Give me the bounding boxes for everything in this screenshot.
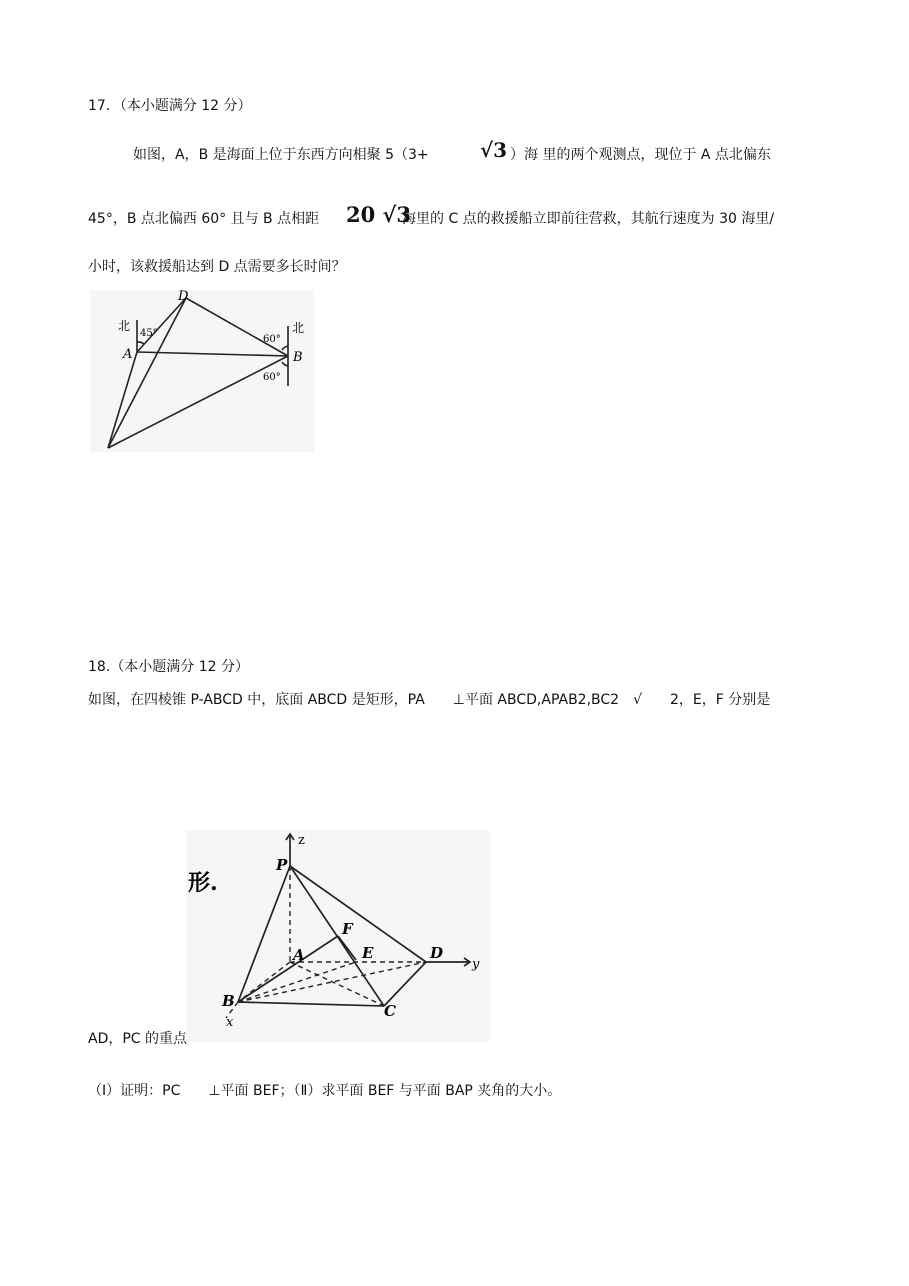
label-d: D xyxy=(430,944,444,962)
q17-line3: 小时，该救援船达到 D 点需要多长时间？ xyxy=(88,259,346,275)
q18-line3: （Ⅰ）证明：PC ⊥平面 BEF；（Ⅱ）求平面 BEF 与平面 BAP 夹角的大小。 xyxy=(88,1083,562,1099)
label-angle-b-bottom: 60° xyxy=(263,372,281,383)
sqrt3-math: √3 xyxy=(480,138,508,162)
q17-line1-a: 如图，A，B 是海面上位于东西方向相聚 5（3+ xyxy=(133,147,429,163)
q18-line1: 如图，在四棱锥 P-ABCD 中，底面 ABCD 是矩形，PA ⊥平面 ABCD,APAB2,BC2 √ 2，E，F 分别是 xyxy=(88,692,771,708)
label-z: z xyxy=(298,833,305,848)
segment-ab xyxy=(137,352,288,356)
label-f: F xyxy=(342,920,353,938)
segment-be-dashed xyxy=(238,962,356,1002)
angle-arc-b-bottom xyxy=(282,362,288,366)
label-y: y xyxy=(472,957,480,972)
q18-figure xyxy=(186,830,490,1042)
q18-diagram xyxy=(186,830,490,1042)
q17-diagram xyxy=(90,290,314,452)
segment-bc xyxy=(108,356,288,448)
label-p: P xyxy=(276,856,288,874)
label-c: C xyxy=(384,1002,396,1020)
label-b: B xyxy=(293,350,303,365)
edge-cd xyxy=(384,962,426,1006)
q17-line2-a: 45°，B 点北偏西 60° 且与 B 点相距 xyxy=(88,211,320,227)
label-a: A xyxy=(293,946,305,964)
q18-header: 18.（本小题满分 12 分） xyxy=(88,659,249,675)
label-b: B xyxy=(222,992,235,1010)
q17-line2-b: 海里的 C 点的救援船立即前往营救，其航行速度为 30 海里/ xyxy=(402,211,775,227)
label-a: A xyxy=(123,347,133,362)
q17-figure xyxy=(90,290,314,452)
twenty-sqrt3-math: 20 √3 xyxy=(346,202,411,227)
q17-header: 17．（本小题满分 12 分） xyxy=(88,98,252,114)
label-x: x xyxy=(226,1015,234,1030)
segment-db xyxy=(186,298,288,356)
label-angle-b-top: 60° xyxy=(263,334,281,345)
angle-arc-b-top xyxy=(282,346,288,350)
label-north-left: 北 xyxy=(118,319,131,333)
q18-line2: AD，PC 的重点 xyxy=(88,1031,188,1047)
edge-pd xyxy=(290,866,426,962)
label-angle-a: 45° xyxy=(140,328,158,339)
q17-line1-b: ）海 里的两个观测点，现位于 A 点北偏东 xyxy=(510,147,771,163)
side-text: 形. xyxy=(188,870,218,896)
segment-fe xyxy=(338,936,356,960)
label-north-right: 北 xyxy=(292,321,305,335)
angle-arc-a xyxy=(137,342,144,344)
segment-bf xyxy=(238,936,338,1002)
label-e: E xyxy=(362,944,374,962)
edge-pb xyxy=(238,866,290,1002)
edge-bc xyxy=(238,1002,384,1006)
label-d: D xyxy=(178,290,189,304)
